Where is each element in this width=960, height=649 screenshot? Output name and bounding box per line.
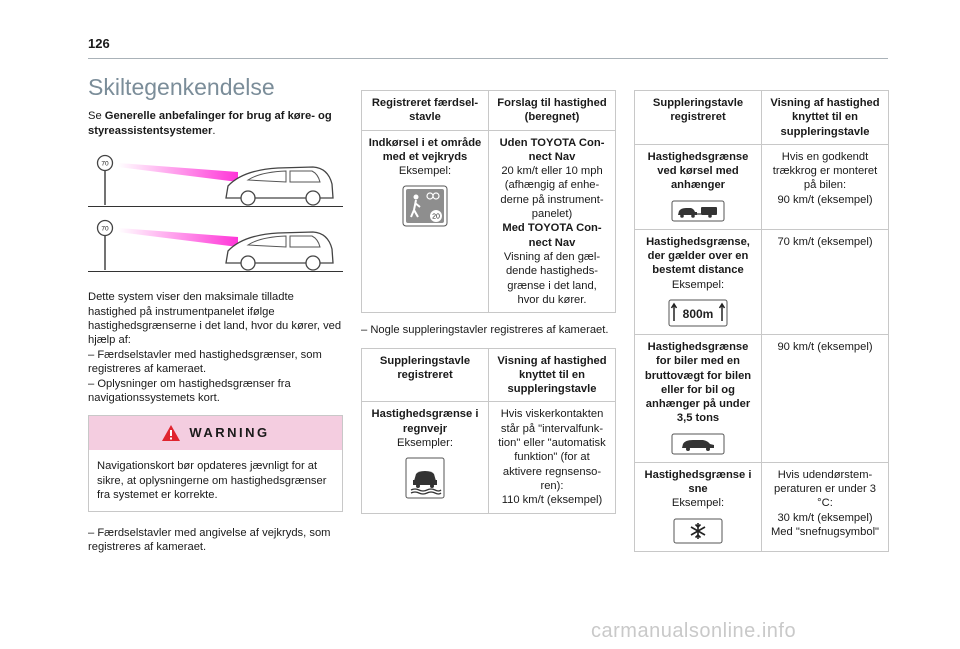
column-middle	[361, 90, 616, 514]
after-warning-text: – Færdselstavler med angivelse af vejkryds, som registreres af kameraet.	[88, 526, 331, 554]
rain-sign-icon	[405, 457, 445, 499]
table-cell: 90 km/t (eksempel)	[762, 334, 889, 462]
cell-text: 20 km/t eller 10 mph (afhængig af enhederne på instrumentpanelet)	[500, 165, 604, 221]
table-row	[635, 334, 889, 462]
supplementary-note: – Nogle suppleringstavler registreres af kameraet.	[361, 324, 609, 337]
table-header: Suppleringstavle registreret	[362, 348, 489, 402]
table-row	[635, 462, 889, 551]
table-header: Registreret færdselstavle	[362, 91, 489, 131]
table-row	[635, 144, 889, 229]
figure-camera-detection	[88, 150, 343, 207]
cell-bold: Med TOYOTA Connect Nav	[502, 222, 602, 249]
watermark: carmanualsonline.info	[591, 620, 797, 642]
warning-body: Navigationskort bør opdateres jævnligt for at sikre, at oplysningerne om hastighedsgrænser fra systemet er korrekte.	[97, 460, 327, 502]
cell-text: Med "snefnugsymbol"	[770, 525, 880, 538]
description-line: – Oplysninger om hastighedsgrænser fra navigationssystemets kort.	[88, 377, 291, 405]
cell-bold: Indkørsel i et område med et vejkryds	[368, 136, 482, 163]
table-cell	[362, 402, 489, 513]
warning-title: WARNING	[189, 425, 270, 441]
table-cell	[635, 144, 762, 229]
table-cell	[762, 462, 889, 551]
page-title: Skiltegenkendelse	[88, 74, 275, 100]
table-cell: 70 km/t (eksempel)	[762, 229, 889, 334]
column-right	[634, 90, 889, 552]
table-cell	[762, 144, 889, 229]
cell-bold: Hastighedsgrænse ved kørsel med anhænger	[647, 150, 749, 192]
column-left	[88, 74, 343, 566]
camera-detection-illustration	[88, 150, 343, 206]
car-weight-sign-icon	[671, 433, 725, 455]
cell-bold: Hastighedsgrænse, der gælder over en bestemt distance	[646, 235, 750, 277]
snowflake-sign-icon	[673, 518, 723, 544]
header-rule	[88, 58, 888, 59]
warning-triangle-icon	[161, 424, 181, 442]
table-row	[362, 130, 616, 313]
cell-text: 110 km/t (eksempel)	[501, 494, 603, 507]
table-cell	[635, 462, 762, 551]
intro-suffix: .	[212, 124, 216, 137]
cell-text: Eksempel:	[671, 278, 725, 291]
trailer-sign-icon	[671, 200, 725, 222]
distance-sign-icon	[668, 299, 728, 327]
cell-bold: Uden TOYOTA Connect Nav	[499, 136, 605, 163]
table-rain	[361, 348, 616, 514]
table-header: Forslag til hastighed (beregnet)	[489, 91, 616, 131]
table-cell	[635, 229, 762, 334]
table-row	[635, 229, 889, 334]
table-header: Suppleringstavle registreret	[635, 91, 762, 145]
table-cell	[489, 402, 616, 513]
speed-sign-value: 70	[101, 225, 109, 233]
page-number: 126	[88, 36, 110, 51]
intro-text	[88, 109, 343, 138]
distance-sign-text: 800m	[682, 306, 714, 321]
table-cell	[489, 130, 616, 313]
table-supplementary	[634, 90, 889, 552]
description-line: Dette system viser den maksimale tilladte hastighed på instrumentpanelet ifølge hastighedsgrænserne i det land, hvor du kører, ved hjælp af:	[88, 291, 342, 347]
warning-header	[89, 416, 342, 450]
cell-bold: Hastighedsgrænse for biler med en bruttovægt for bilen eller for bil og anhænger på under 3,5 tons	[644, 340, 752, 425]
table-header: Visning af hastighed knyttet til en suppleringstavle	[762, 91, 889, 145]
description	[88, 290, 343, 405]
cell-text: Visning af den gældende hastighedsgrænse i det land, hvor du kører.	[503, 250, 601, 306]
cell-text: Eksempel:	[671, 497, 725, 510]
cell-text: Hvis en godkendt trækkrog er monteret på bilen:	[772, 150, 878, 192]
table-cell	[635, 334, 762, 462]
cell-bold: Hastighedsgrænse i sne	[644, 468, 752, 496]
navigation-detection-illustration	[88, 215, 343, 271]
intro-prefix: Se	[88, 110, 105, 123]
cell-bold: Hastighedsgrænse i regnvejr	[371, 408, 479, 435]
cell-text: 90 km/t (eksempel)	[777, 193, 873, 206]
description-line: – Færdselstavler med hastighedsgrænser, som registreres af kameraet.	[88, 348, 322, 376]
table-header: Visning af hastighed knyttet til en suppleringstavle	[489, 348, 616, 402]
cell-text: 30 km/t (eksempel)	[777, 511, 873, 524]
junction-sign-icon	[402, 185, 448, 227]
cell-text: Hvis viskerkontakten står på "intervalfunktion" eller "automatisk funktion" (for at aktivere regnsensoren):	[498, 408, 606, 492]
table-junction	[361, 90, 616, 313]
cell-text: Eksempler:	[397, 437, 453, 450]
table-cell	[362, 130, 489, 313]
cell-text: Eksempel:	[398, 165, 452, 178]
warning-box	[88, 415, 343, 511]
speed-sign-value: 70	[101, 160, 109, 168]
intro-bold: Generelle anbefalinger for brug af køre- og styreassistentsystemer	[88, 110, 332, 137]
junction-sign-value: 20	[432, 213, 440, 221]
cell-text: Hvis udendørstemperaturen er under 3 °C:	[774, 468, 876, 510]
figure-navigation-detection	[88, 215, 343, 272]
table-row	[362, 402, 616, 513]
